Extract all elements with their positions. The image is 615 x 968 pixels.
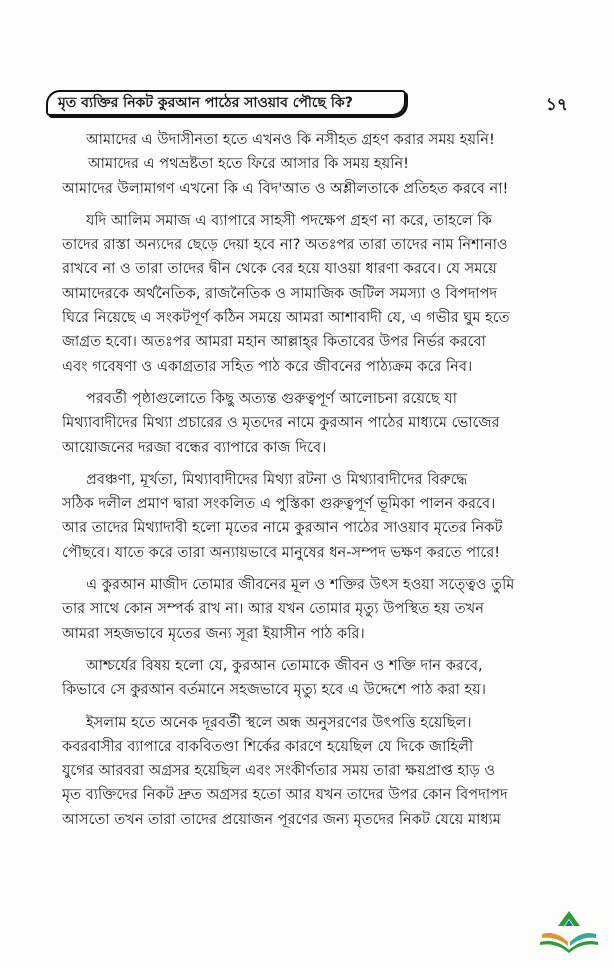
paragraph-line: আমরা সহজভাবে মৃতের জন্য সূরা ইয়াসীন পাঠ করি। — [62, 624, 365, 642]
paragraph — [62, 654, 584, 703]
paragraph — [62, 387, 584, 460]
chapter-title: মৃত ব্যক্তির নিকট কুরআন পাঠের সাওয়াব পৌছে কি? — [58, 95, 353, 111]
logo-base — [540, 941, 598, 953]
paragraph-line: আমাদেরকে অর্থনৈতিক, রাজনৈতিক ও সামাজিক জটিল সমস্যা ও বিপদাপদ — [62, 284, 498, 302]
intro-line: আমাদের উলামাগণ এখনো কি এ বিদ'আত ও অশ্লীলতাকে প্রতিহত করবে না! — [62, 179, 509, 197]
paragraph-line: আশ্চর্যের বিষয় হলো যে, কুরআন তোমাকে জীবন ও শক্তি দান করবে, — [86, 656, 483, 674]
paragraph-line: প্রবঞ্চণা, মূর্খতা, মিথ্যাবাদীদের মিথ্যা রটনা ও মিথ্যাবাদীদের বিরুদ্ধে — [86, 470, 468, 488]
paragraph-line: যুগের আরবরা অগ্রসর হয়েছিল এবং সংকীর্ণতার সময় তারা ক্ষয়প্রাপ্ত হাড় ও — [62, 762, 496, 780]
paragraph — [62, 711, 584, 832]
paragraph-line: ইসলাম হতে অনেক দূরবর্তী স্থলে অন্ধ অনুসরণের উৎপত্তি হয়েছিল। — [86, 713, 472, 731]
paragraph-line: মৃত ব্যক্তিদের নিকট দ্রুত অগ্রসর হতো আর যখন তাদের উপর কোন বিপদাপদ — [62, 786, 508, 804]
paragraph-line: এ কুরআন মাজীদ তোমার জীবনের মূল ও শক্তির উৎস হওয়া সত্ত্বেও তুমি — [86, 576, 515, 594]
paragraph-line: এবং গবেষণা ও একাগ্রতার সহিত পাঠ করে জীবনের পাঠ্যক্রম করে নিব। — [62, 357, 473, 375]
page-header — [46, 90, 574, 120]
paragraph-line: আর তাদের মিথ্যাদাবী হলো মৃতের নামে কুরআন পাঠের সাওয়াব মৃতের নিকট — [62, 519, 503, 537]
body-text — [62, 128, 584, 832]
paragraph-line: আয়োজনের দরজা বন্ধের ব্যাপারে কাজ দিবে। — [62, 438, 327, 456]
paragraph-line: ঘিরে নিয়েছে এ সংকটপূর্ণ কঠিন সময়ে আমরা আশাবাদী যে, এ গভীর ঘুম হতে — [62, 309, 510, 327]
paragraph-line: রাখবে না ও তারা তাদের দ্বীন থেকে বের হয়ে যাওয়া ধারণা করবে। যে সময়ে — [62, 260, 497, 278]
paragraph — [62, 209, 584, 379]
paragraph-line: পৌছবে। যাতে করে তারা অন্যায়ভাবে মানুষের ধন-সম্পদ ভক্ষণ করতে পারে! — [62, 543, 501, 561]
paragraph-line: আসতো তখন তারা তাদের প্রয়োজন পূরণের জন্য মৃতদের নিকট যেয়ে মাধ্যম — [62, 810, 501, 828]
chapter-title-box — [46, 90, 406, 116]
paragraph-line: কিভাবে সে কুরআন বর্তমানে সহজভাবে মৃত্যু হবে এ উদ্দেশে পাঠ করা হয়। — [62, 681, 486, 699]
publisher-logo-icon — [536, 908, 602, 954]
paragraph-line: পরবর্তী পৃষ্ঠাগুলোতে কিছু অত্যন্ত গুরুত্বপূর্ণ আলোচনা রয়েছে যা — [86, 389, 458, 407]
paragraph — [62, 573, 584, 646]
paragraph-line: জাগ্রত হবো। অতঃপর আমরা মহান আল্লাহ্‌র কিতাবের উপর নির্ভর করবো — [62, 333, 486, 351]
paragraph-line: সঠিক দলীল প্রমাণ দ্বারা সংকলিত এ পুস্তিকা গুরুত্বপূর্ণ ভূমিকা পালন করবে। — [62, 495, 496, 513]
paragraph — [62, 468, 584, 565]
paragraph-line: যদি আলিম সমাজ এ ব্যাপারে সাহসী পদক্ষেপ গ্রহণ না করে, তাহলে কি — [86, 211, 492, 229]
page-number: ১৭ — [545, 95, 568, 115]
intro-line: আমাদের এ পথভ্রষ্টতা হতে ফিরে আসার কি সময় হয়নি! — [88, 155, 410, 173]
paragraph-line: তাদের রাস্তা অন্যদের ছেড়ে দেয়া হবে না? অতঃপর তারা তাদের নাম নিশানাও — [62, 236, 508, 254]
paragraph-line: মিথ্যাবাদীদের মিথ্যা প্রচারের ও মৃতদের নামে কুরআন পাঠের মাধ্যমে ভোজের — [62, 414, 500, 432]
paragraph-line: কবরবাসীর ব্যাপারে বাকবিতণ্ডা শির্কের কারণে হয়েছিল যে দিকে জাহিলী — [62, 737, 474, 755]
paragraph-line: তার সাথে কোন সম্পর্ক রাখ না। আর যখন তোমার মৃত্যু উপস্থিত হয় তখন — [62, 600, 484, 618]
intro-line: আমাদের এ উদাসীনতা হতে এখনও কি নসীহত গ্রহণ করার সময় হয়নি! — [86, 131, 495, 148]
